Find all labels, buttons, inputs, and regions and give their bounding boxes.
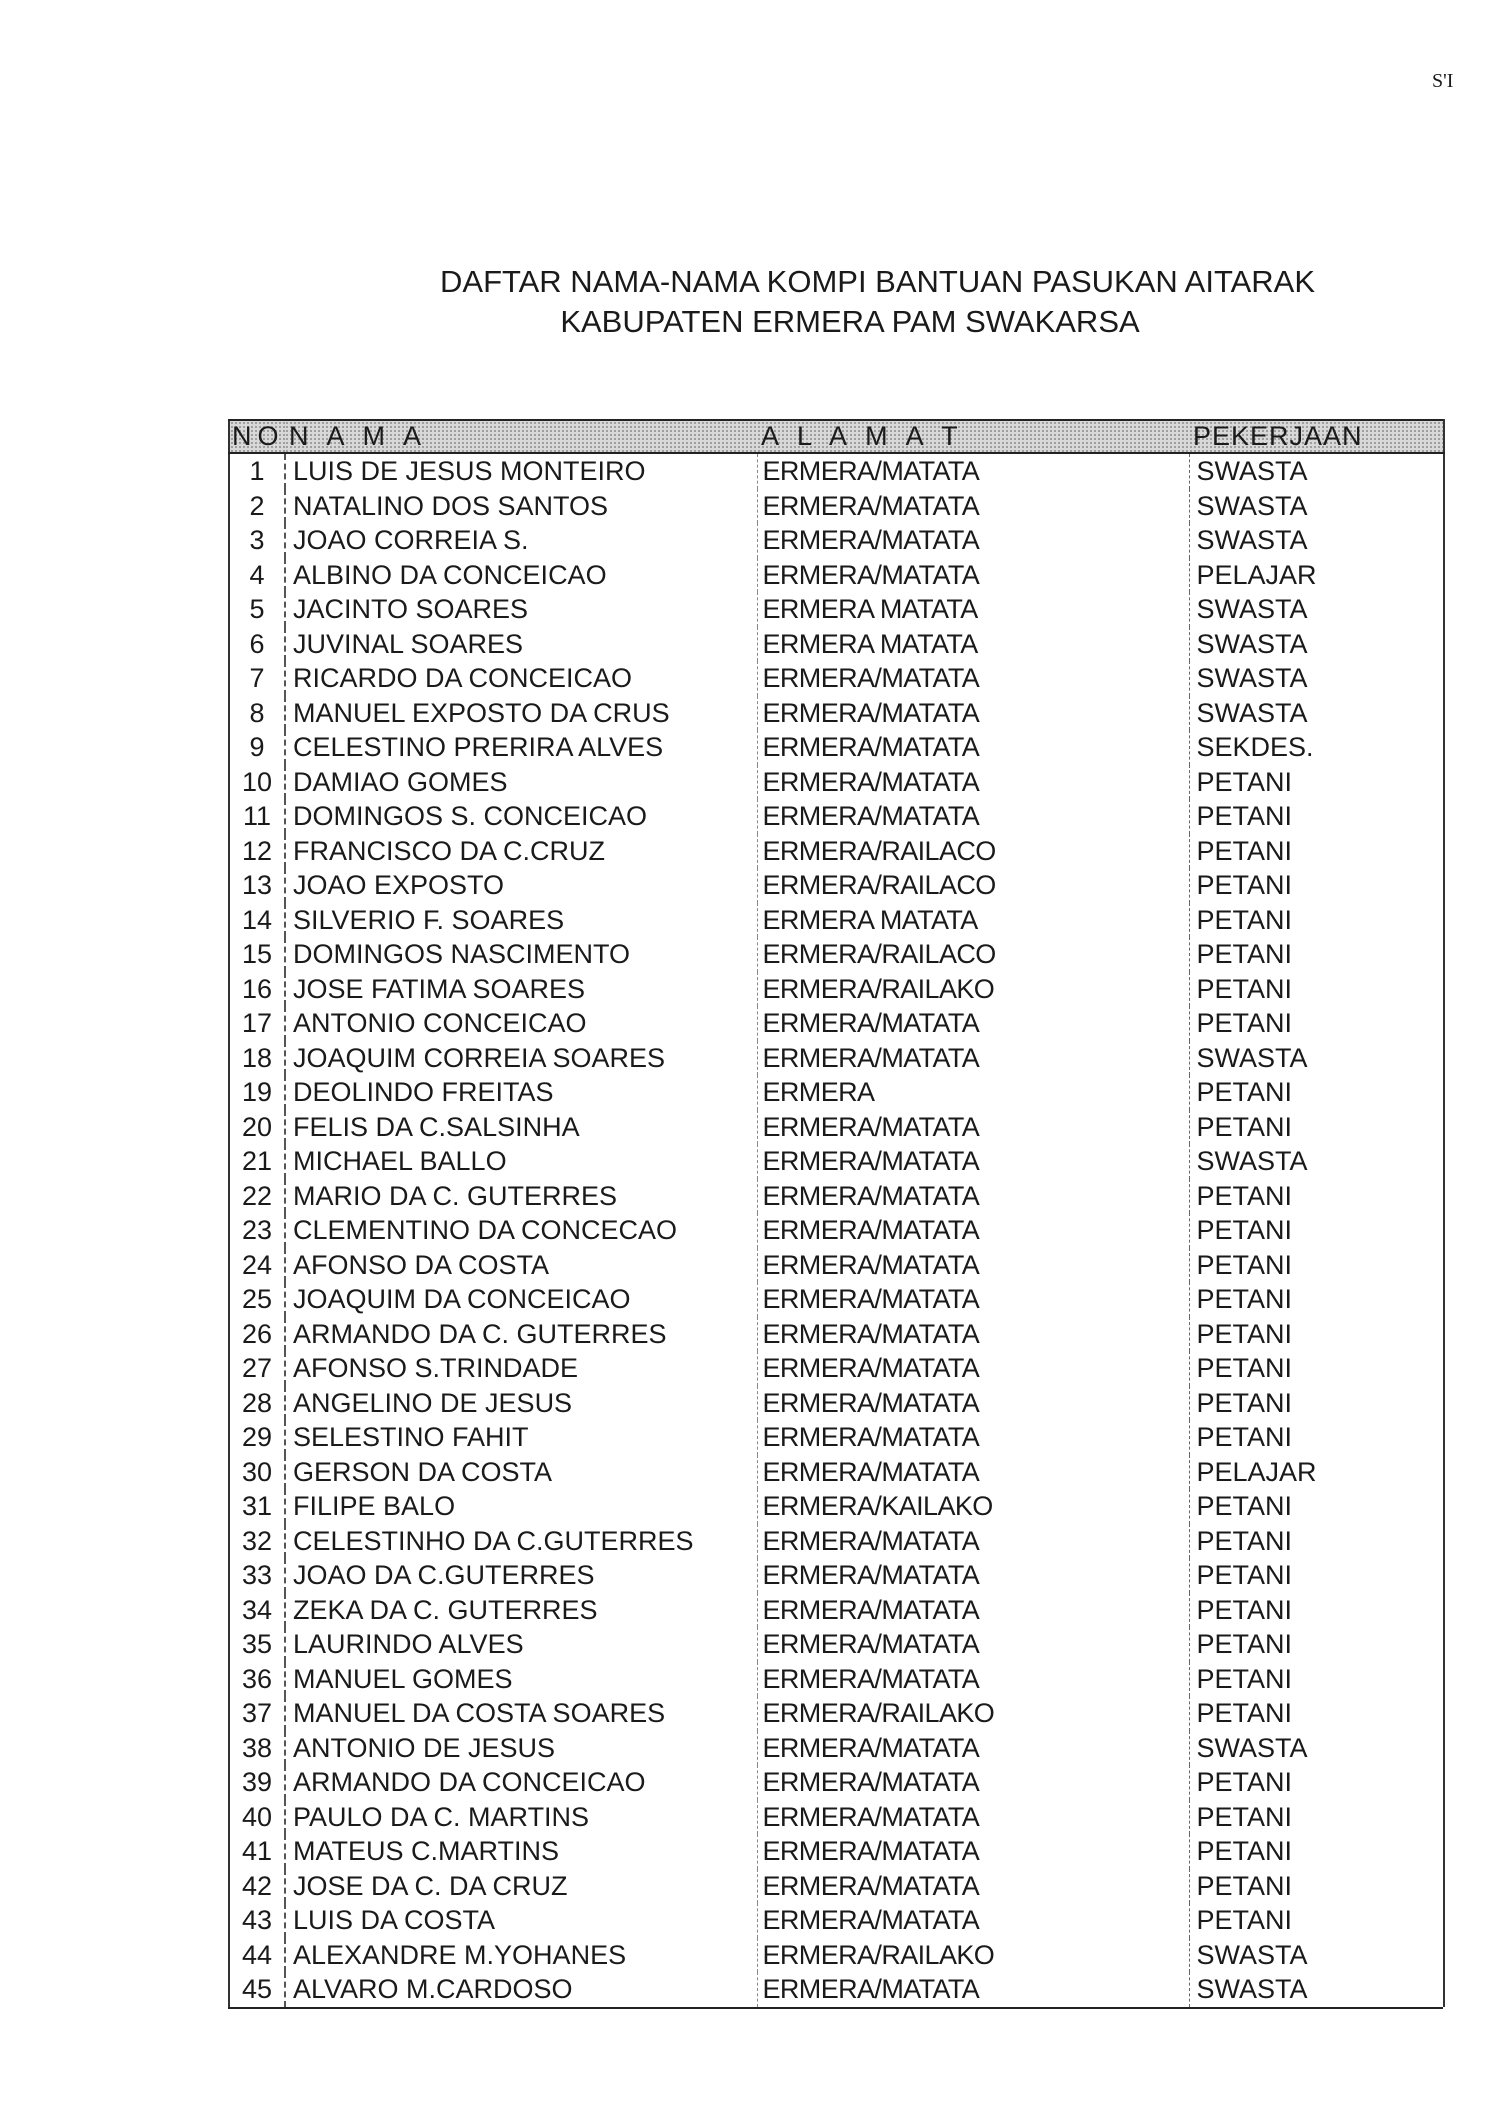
- cell-alamat: ERMERA/MATATA: [762, 663, 980, 694]
- cell-nama: JOAQUIM CORREIA SOARES: [285, 1041, 757, 1076]
- cell-no: 30: [229, 1455, 285, 1490]
- cell-pekerjaan: PETANI: [1189, 1282, 1444, 1317]
- cell-nama: PAULO DA C. MARTINS: [285, 1800, 757, 1835]
- cell-alamat: ERMERA/RAILAKO: [762, 1698, 995, 1729]
- cell-no: 2: [229, 489, 285, 524]
- cell-pekerjaan: PETANI: [1189, 903, 1444, 938]
- cell-pekerjaan: PETANI: [1189, 1213, 1444, 1248]
- cell-no: 24: [229, 1248, 285, 1283]
- cell-pekerjaan: SWASTA: [1189, 1731, 1444, 1766]
- cell-alamat: ERMERA/MATATA: [762, 1042, 980, 1073]
- table-row: [229, 1317, 1444, 1352]
- cell-pekerjaan: PETANI: [1189, 1110, 1444, 1145]
- title-line-1: DAFTAR NAMA-NAMA KOMPI BANTUAN PASUKAN AITARAK: [440, 264, 1316, 299]
- cell-no: 3: [229, 523, 285, 558]
- table-row: [229, 1696, 1444, 1731]
- table-row: [229, 972, 1444, 1007]
- table-row: [229, 1800, 1444, 1835]
- cell-alamat: ERMERA/MATATA: [762, 1353, 980, 1384]
- cell-alamat: ERMERA/MATATA: [762, 1732, 980, 1763]
- cell-nama: ANTONIO CONCEICAO: [285, 1006, 757, 1041]
- cell-alamat: ERMERA/RAILACO: [762, 939, 996, 970]
- table-row: [229, 453, 1444, 489]
- table-row: [229, 1869, 1444, 1904]
- cell-nama: MARIO DA C. GUTERRES: [285, 1179, 757, 1214]
- cell-nama: MANUEL DA COSTA SOARES: [285, 1696, 757, 1731]
- cell-pekerjaan: PETANI: [1189, 868, 1444, 903]
- cell-pekerjaan: PETANI: [1189, 1006, 1444, 1041]
- header-nama: N A M A: [285, 420, 757, 453]
- header-alamat: A L A M A T: [757, 420, 1189, 453]
- cell-alamat: ERMERA/MATATA: [762, 1111, 980, 1142]
- cell-nama: JOSE FATIMA SOARES: [285, 972, 757, 1007]
- cell-nama: LUIS DA COSTA: [285, 1903, 757, 1938]
- roster-table-container: [228, 419, 1443, 2009]
- cell-nama: ANGELINO DE JESUS: [285, 1386, 757, 1421]
- cell-nama: ARMANDO DA CONCEICAO: [285, 1765, 757, 1800]
- cell-no: 12: [229, 834, 285, 869]
- header-pekerjaan: PEKERJAAN: [1189, 420, 1444, 453]
- cell-pekerjaan: PETANI: [1189, 1075, 1444, 1110]
- cell-pekerjaan: SWASTA: [1189, 1144, 1444, 1179]
- cell-no: 41: [229, 1834, 285, 1869]
- cell-no: 44: [229, 1938, 285, 1973]
- cell-no: 1: [229, 453, 285, 489]
- cell-alamat: ERMERA/MATATA: [762, 697, 980, 728]
- title-line-2: KABUPATEN ERMERA PAM SWAKARSA: [560, 304, 1140, 339]
- cell-pekerjaan: SWASTA: [1189, 627, 1444, 662]
- table-row: [229, 1489, 1444, 1524]
- cell-no: 38: [229, 1731, 285, 1766]
- table-row: [229, 730, 1444, 765]
- cell-no: 27: [229, 1351, 285, 1386]
- cell-no: 11: [229, 799, 285, 834]
- cell-pekerjaan: PETANI: [1189, 1248, 1444, 1283]
- cell-pekerjaan: PETANI: [1189, 1696, 1444, 1731]
- table-row: [229, 834, 1444, 869]
- cell-no: 40: [229, 1800, 285, 1835]
- cell-pekerjaan: PETANI: [1189, 1558, 1444, 1593]
- cell-nama: JOAQUIM DA CONCEICAO: [285, 1282, 757, 1317]
- cell-alamat: ERMERA: [762, 1077, 875, 1108]
- cell-alamat: ERMERA/MATATA: [762, 525, 980, 556]
- cell-no: 37: [229, 1696, 285, 1731]
- cell-nama: DOMINGOS S. CONCEICAO: [285, 799, 757, 834]
- cell-alamat: ERMERA/MATATA: [762, 1525, 980, 1556]
- cell-pekerjaan: SWASTA: [1189, 523, 1444, 558]
- cell-alamat: ERMERA/MATATA: [762, 732, 980, 763]
- table-row: [229, 1420, 1444, 1455]
- cell-nama: CLEMENTINO DA CONCECAO: [285, 1213, 757, 1248]
- table-row: [229, 696, 1444, 731]
- cell-alamat: ERMERA/RAILACO: [762, 870, 996, 901]
- cell-pekerjaan: PETANI: [1189, 1386, 1444, 1421]
- cell-nama: LAURINDO ALVES: [285, 1627, 757, 1662]
- table-row: [229, 1144, 1444, 1179]
- cell-nama: SELESTINO FAHIT: [285, 1420, 757, 1455]
- cell-no: 39: [229, 1765, 285, 1800]
- roster-table: [228, 419, 1445, 2007]
- cell-no: 36: [229, 1662, 285, 1697]
- cell-pekerjaan: PETANI: [1189, 1627, 1444, 1662]
- cell-no: 43: [229, 1903, 285, 1938]
- cell-no: 35: [229, 1627, 285, 1662]
- page-number: S'I: [1432, 70, 1454, 92]
- table-row: [229, 592, 1444, 627]
- cell-pekerjaan: PETANI: [1189, 799, 1444, 834]
- table-row: [229, 1351, 1444, 1386]
- cell-nama: ALEXANDRE M.YOHANES: [285, 1938, 757, 1973]
- cell-alamat: ERMERA/MATATA: [762, 1456, 980, 1487]
- cell-alamat: ERMERA MATATA: [762, 594, 978, 625]
- cell-nama: MANUEL GOMES: [285, 1662, 757, 1697]
- table-row: [229, 1213, 1444, 1248]
- cell-pekerjaan: PETANI: [1189, 1662, 1444, 1697]
- cell-alamat: ERMERA MATATA: [762, 628, 978, 659]
- table-row: [229, 1282, 1444, 1317]
- cell-alamat: ERMERA/MATATA: [762, 490, 980, 521]
- cell-nama: JOAO DA C.GUTERRES: [285, 1558, 757, 1593]
- cell-no: 13: [229, 868, 285, 903]
- cell-alamat: ERMERA/KAILAKO: [762, 1491, 993, 1522]
- table-row: [229, 1075, 1444, 1110]
- cell-no: 19: [229, 1075, 285, 1110]
- cell-alamat: ERMERA/MATATA: [762, 1974, 980, 2005]
- table-row: [229, 558, 1444, 593]
- cell-pekerjaan: PETANI: [1189, 1179, 1444, 1214]
- cell-pekerjaan: SEKDES.: [1189, 730, 1444, 765]
- header-row: [229, 420, 1444, 453]
- cell-nama: GERSON DA COSTA: [285, 1455, 757, 1490]
- table-row: [229, 799, 1444, 834]
- cell-nama: SILVERIO F. SOARES: [285, 903, 757, 938]
- cell-alamat: ERMERA/MATATA: [762, 1905, 980, 1936]
- cell-nama: ARMANDO DA C. GUTERRES: [285, 1317, 757, 1352]
- cell-pekerjaan: PETANI: [1189, 1765, 1444, 1800]
- cell-pekerjaan: SWASTA: [1189, 453, 1444, 489]
- cell-nama: JOSE DA C. DA CRUZ: [285, 1869, 757, 1904]
- cell-alamat: ERMERA/MATATA: [762, 1663, 980, 1694]
- cell-alamat: ERMERA/MATATA: [762, 1146, 980, 1177]
- table-row: [229, 1938, 1444, 1973]
- cell-pekerjaan: SWASTA: [1189, 592, 1444, 627]
- cell-alamat: ERMERA/MATATA: [762, 1215, 980, 1246]
- table-row: [229, 1593, 1444, 1628]
- cell-pekerjaan: PETANI: [1189, 1834, 1444, 1869]
- table-row: [229, 1903, 1444, 1938]
- cell-no: 21: [229, 1144, 285, 1179]
- cell-no: 33: [229, 1558, 285, 1593]
- table-row: [229, 1041, 1444, 1076]
- cell-nama: MICHAEL BALLO: [285, 1144, 757, 1179]
- cell-nama: DEOLINDO FREITAS: [285, 1075, 757, 1110]
- cell-alamat: ERMERA/MATATA: [762, 766, 980, 797]
- cell-no: 7: [229, 661, 285, 696]
- cell-alamat: ERMERA/MATATA: [762, 1594, 980, 1625]
- cell-pekerjaan: PETANI: [1189, 1800, 1444, 1835]
- cell-pekerjaan: PETANI: [1189, 1524, 1444, 1559]
- cell-nama: JACINTO SOARES: [285, 592, 757, 627]
- cell-pekerjaan: PETANI: [1189, 1351, 1444, 1386]
- cell-no: 17: [229, 1006, 285, 1041]
- cell-no: 26: [229, 1317, 285, 1352]
- cell-nama: LUIS DE JESUS MONTEIRO: [285, 453, 757, 489]
- cell-no: 28: [229, 1386, 285, 1421]
- table-row: [229, 1386, 1444, 1421]
- cell-alamat: ERMERA/MATATA: [762, 1422, 980, 1453]
- cell-alamat: ERMERA MATATA: [762, 904, 978, 935]
- cell-alamat: ERMERA/MATATA: [762, 1870, 980, 1901]
- cell-alamat: ERMERA/RAILACO: [762, 835, 996, 866]
- cell-alamat: ERMERA/MATATA: [762, 1318, 980, 1349]
- table-row: [229, 1627, 1444, 1662]
- cell-alamat: ERMERA/MATATA: [762, 1008, 980, 1039]
- cell-nama: JOAO EXPOSTO: [285, 868, 757, 903]
- cell-alamat: ERMERA/MATATA: [762, 1836, 980, 1867]
- table-row: [229, 661, 1444, 696]
- cell-no: 23: [229, 1213, 285, 1248]
- cell-alamat: ERMERA/MATATA: [762, 801, 980, 832]
- cell-alamat: ERMERA/MATATA: [762, 1629, 980, 1660]
- table-row: [229, 1248, 1444, 1283]
- cell-pekerjaan: PELAJAR: [1189, 558, 1444, 593]
- table-row: [229, 627, 1444, 662]
- cell-no: 22: [229, 1179, 285, 1214]
- cell-alamat: ERMERA/MATATA: [762, 1249, 980, 1280]
- cell-no: 9: [229, 730, 285, 765]
- cell-no: 15: [229, 937, 285, 972]
- cell-no: 4: [229, 558, 285, 593]
- cell-nama: DOMINGOS NASCIMENTO: [285, 937, 757, 972]
- cell-alamat: ERMERA/MATATA: [762, 1284, 980, 1315]
- table-row: [229, 1834, 1444, 1869]
- table-row: [229, 1179, 1444, 1214]
- cell-no: 20: [229, 1110, 285, 1145]
- cell-no: 8: [229, 696, 285, 731]
- cell-alamat: ERMERA/MATATA: [762, 1767, 980, 1798]
- cell-no: 5: [229, 592, 285, 627]
- cell-pekerjaan: SWASTA: [1189, 1938, 1444, 1973]
- cell-nama: CELESTINO PRERIRA ALVES: [285, 730, 757, 765]
- table-row: [229, 1524, 1444, 1559]
- cell-nama: MATEUS C.MARTINS: [285, 1834, 757, 1869]
- cell-no: 31: [229, 1489, 285, 1524]
- cell-nama: FRANCISCO DA C.CRUZ: [285, 834, 757, 869]
- table-row: [229, 1558, 1444, 1593]
- cell-pekerjaan: PETANI: [1189, 765, 1444, 800]
- table-header: [229, 420, 1444, 453]
- cell-pekerjaan: PETANI: [1189, 1489, 1444, 1524]
- table-row: [229, 765, 1444, 800]
- cell-alamat: ERMERA/MATATA: [762, 456, 980, 487]
- cell-alamat: ERMERA/MATATA: [762, 1801, 980, 1832]
- table-row: [229, 903, 1444, 938]
- cell-pekerjaan: PETANI: [1189, 834, 1444, 869]
- cell-no: 10: [229, 765, 285, 800]
- cell-pekerjaan: PETANI: [1189, 1903, 1444, 1938]
- cell-pekerjaan: PETANI: [1189, 972, 1444, 1007]
- cell-no: 42: [229, 1869, 285, 1904]
- table-body: [229, 453, 1444, 2007]
- cell-alamat: ERMERA/RAILAKO: [762, 1939, 995, 1970]
- cell-pekerjaan: PETANI: [1189, 937, 1444, 972]
- cell-pekerjaan: SWASTA: [1189, 661, 1444, 696]
- table-row: [229, 523, 1444, 558]
- table-row: [229, 868, 1444, 903]
- table-row: [229, 937, 1444, 972]
- cell-pekerjaan: PETANI: [1189, 1593, 1444, 1628]
- table-row: [229, 1110, 1444, 1145]
- cell-nama: AFONSO DA COSTA: [285, 1248, 757, 1283]
- document-title: [440, 262, 1316, 342]
- cell-pekerjaan: PETANI: [1189, 1420, 1444, 1455]
- cell-no: 14: [229, 903, 285, 938]
- cell-nama: FILIPE BALO: [285, 1489, 757, 1524]
- cell-nama: RICARDO DA CONCEICAO: [285, 661, 757, 696]
- cell-pekerjaan: SWASTA: [1189, 1972, 1444, 2007]
- cell-nama: ANTONIO DE JESUS: [285, 1731, 757, 1766]
- cell-alamat: ERMERA/MATATA: [762, 1387, 980, 1418]
- cell-no: 32: [229, 1524, 285, 1559]
- cell-no: 6: [229, 627, 285, 662]
- table-row: [229, 1662, 1444, 1697]
- cell-no: 16: [229, 972, 285, 1007]
- table-row: [229, 1972, 1444, 2007]
- cell-pekerjaan: PELAJAR: [1189, 1455, 1444, 1490]
- cell-pekerjaan: SWASTA: [1189, 489, 1444, 524]
- cell-nama: JOAO CORREIA S.: [285, 523, 757, 558]
- cell-nama: ZEKA DA C. GUTERRES: [285, 1593, 757, 1628]
- cell-pekerjaan: PETANI: [1189, 1317, 1444, 1352]
- table-row: [229, 1731, 1444, 1766]
- header-no: NO: [229, 420, 285, 453]
- table-row: [229, 1765, 1444, 1800]
- cell-pekerjaan: PETANI: [1189, 1869, 1444, 1904]
- cell-no: 29: [229, 1420, 285, 1455]
- table-row: [229, 1455, 1444, 1490]
- cell-nama: ALVARO M.CARDOSO: [285, 1972, 757, 2007]
- cell-alamat: ERMERA/MATATA: [762, 559, 980, 590]
- cell-alamat: ERMERA/MATATA: [762, 1180, 980, 1211]
- cell-alamat: ERMERA/MATATA: [762, 1560, 980, 1591]
- cell-no: 25: [229, 1282, 285, 1317]
- cell-nama: ALBINO DA CONCEICAO: [285, 558, 757, 593]
- cell-alamat: ERMERA/RAILAKO: [762, 973, 995, 1004]
- cell-nama: JUVINAL SOARES: [285, 627, 757, 662]
- cell-pekerjaan: SWASTA: [1189, 696, 1444, 731]
- cell-no: 34: [229, 1593, 285, 1628]
- cell-nama: CELESTINHO DA C.GUTERRES: [285, 1524, 757, 1559]
- cell-nama: DAMIAO GOMES: [285, 765, 757, 800]
- table-row: [229, 489, 1444, 524]
- cell-no: 18: [229, 1041, 285, 1076]
- table-row: [229, 1006, 1444, 1041]
- cell-nama: AFONSO S.TRINDADE: [285, 1351, 757, 1386]
- cell-nama: FELIS DA C.SALSINHA: [285, 1110, 757, 1145]
- cell-pekerjaan: SWASTA: [1189, 1041, 1444, 1076]
- cell-nama: MANUEL EXPOSTO DA CRUS: [285, 696, 757, 731]
- cell-nama: NATALINO DOS SANTOS: [285, 489, 757, 524]
- cell-no: 45: [229, 1972, 285, 2007]
